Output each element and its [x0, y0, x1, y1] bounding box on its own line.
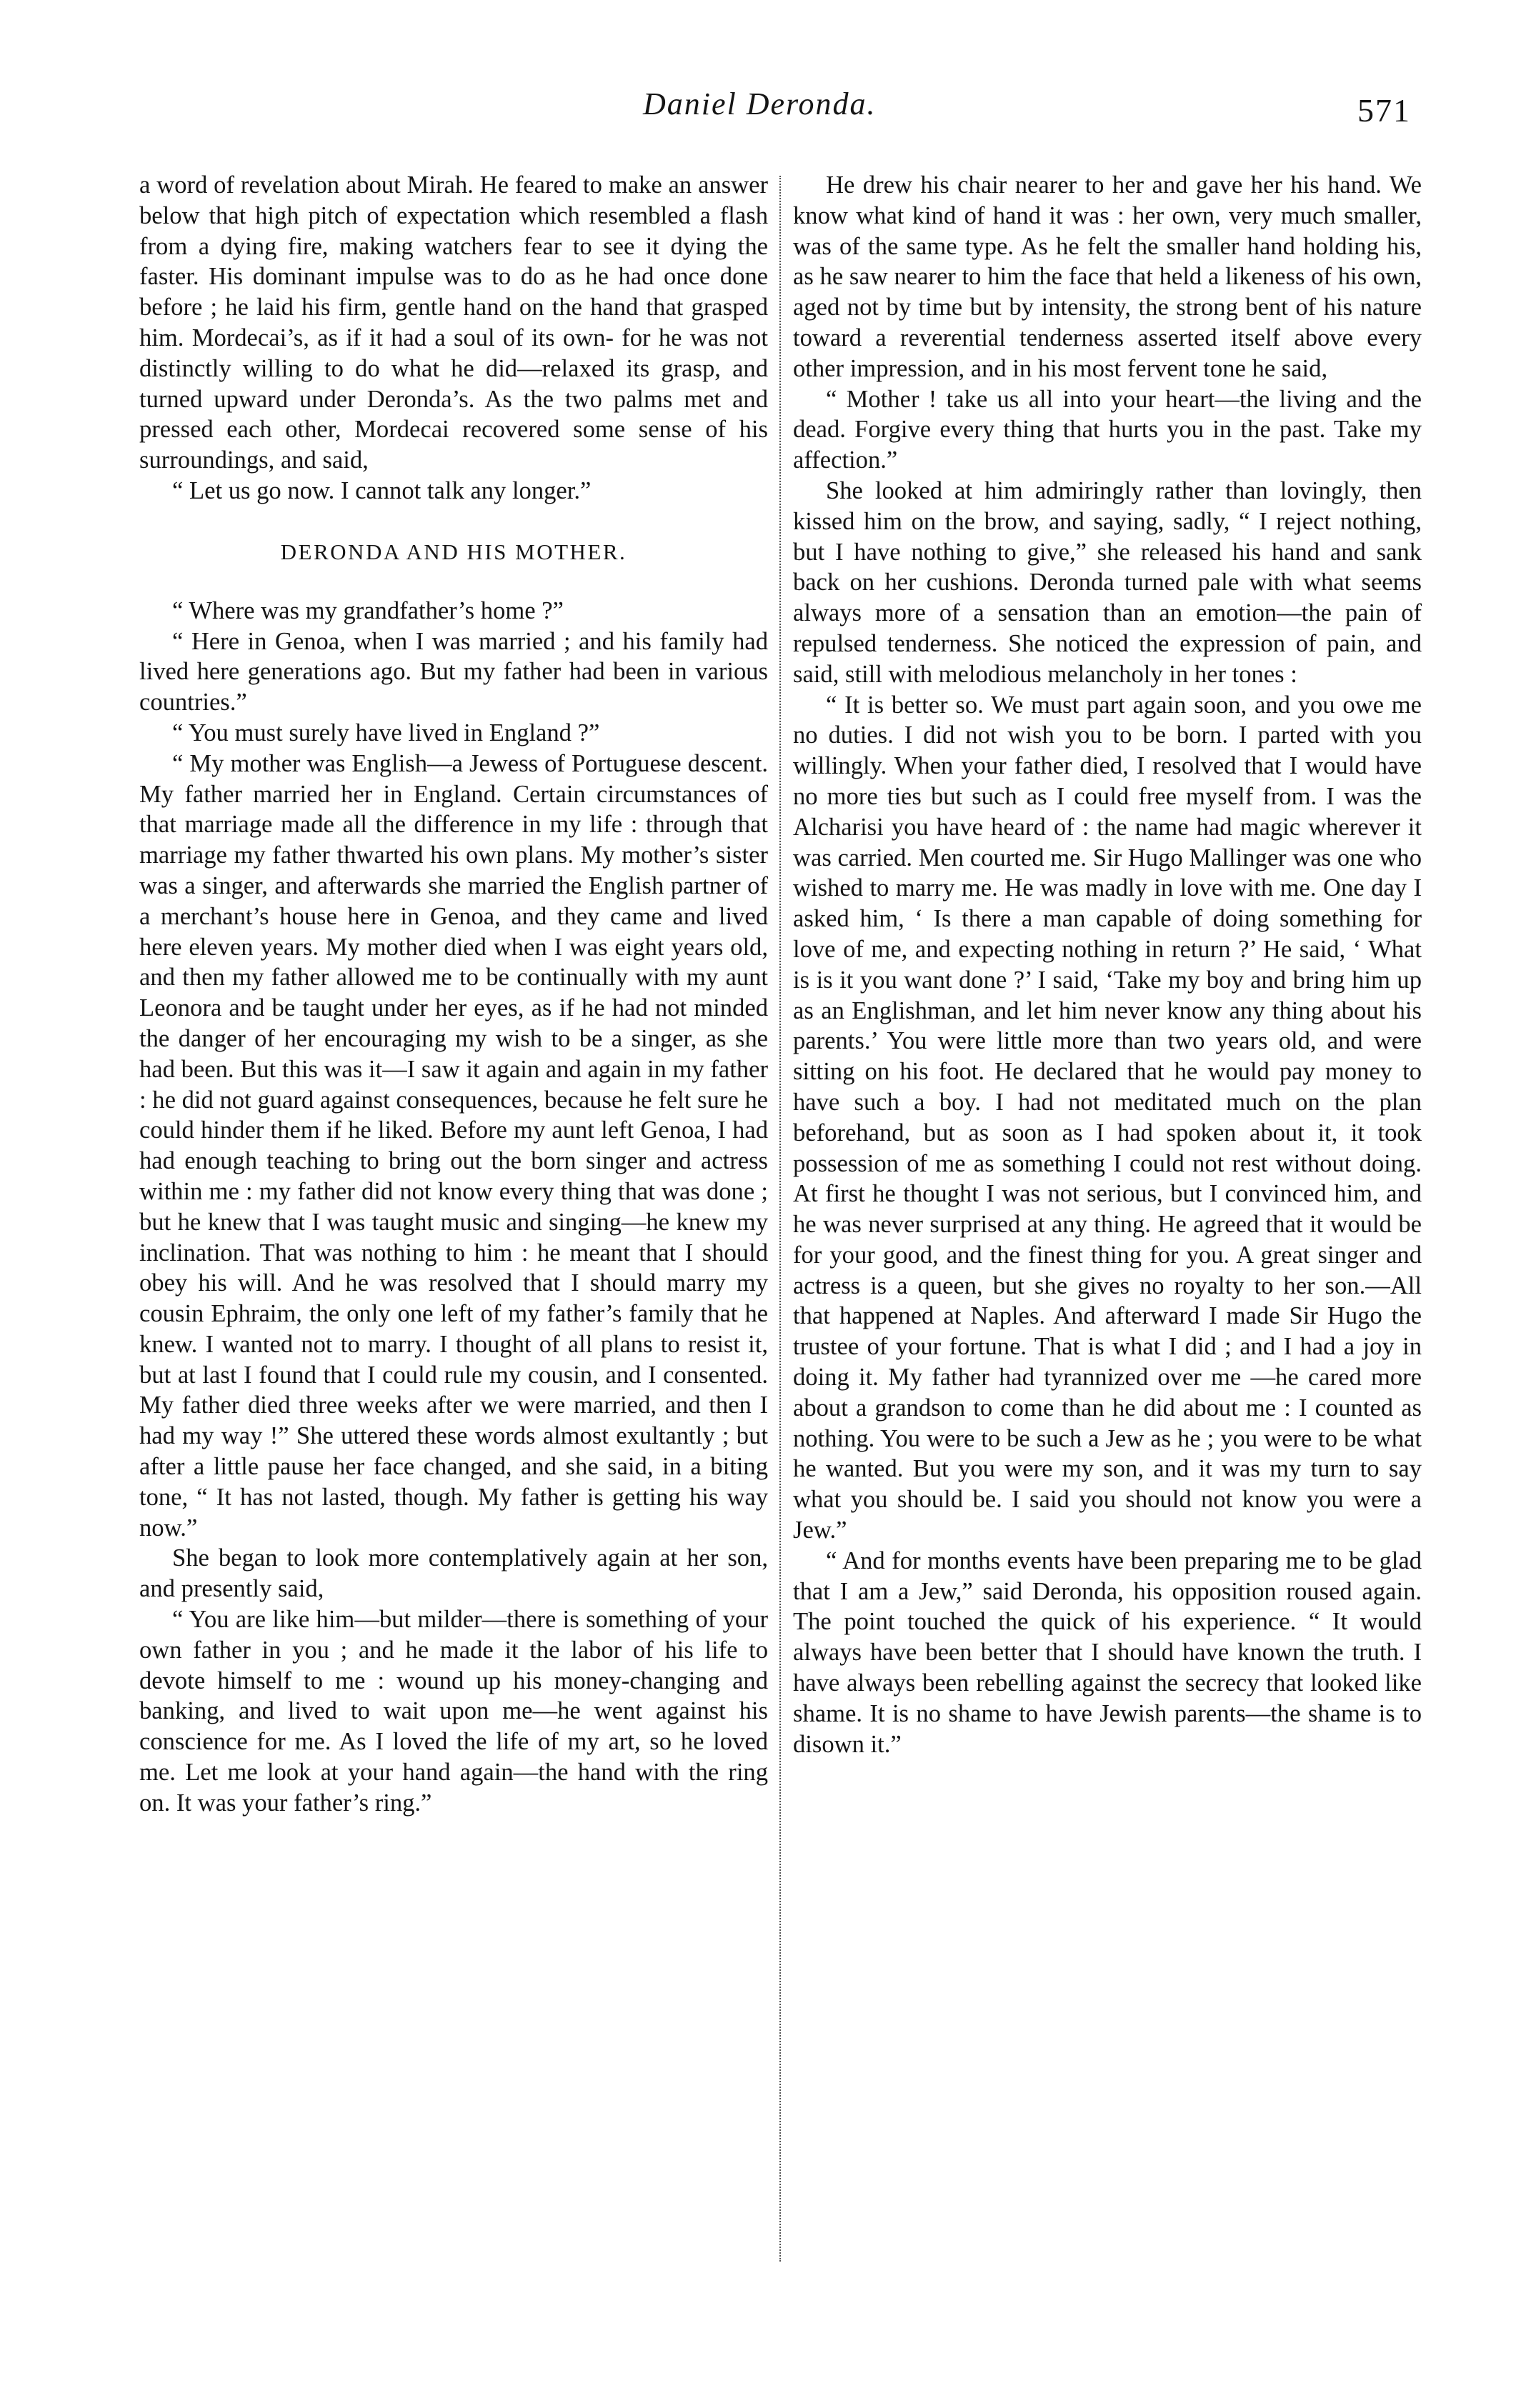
left-column — [139, 170, 768, 1819]
paragraph: “ Here in Genoa, when I was married ; and his family had lived here generations ago. But my father had been in various countries.” — [139, 627, 768, 716]
column-divider — [779, 176, 781, 2262]
paragraph: a word of revelation about Mirah. He feared to make an answer below that high pitch of expectation which resembled a flash from a dying fire, making watchers fear to see it dying the faster. His dominant impulse was to do as he had once done before ; he laid his firm, gentle hand on the hand that grasped him. Mordecai’s, as if it had a soul of its own- for he was not distinctly willing to do what he did—relaxed its grasp, and turned upward under Deronda’s. As the two palms met and pressed each other, Mordecai recovered some sense of his surroundings, and said, — [139, 171, 768, 474]
paragraph: “ Where was my grandfather’s home ?” — [172, 596, 564, 624]
paragraph: She looked at him admiringly rather than lovingly, then kissed him on the brow, and saying, sadly, “ I reject nothing, but I have nothing to give,” she released his hand and sank back on her cushions. Deronda turned pale with what seems always more of a sensation than an emotion—the pain of repulsed tenderness. She noticed the expression of pain, and said, still with melodious melancholy in her tones : — [793, 476, 1422, 688]
paragraph: “ And for months events have been preparing me to be glad that I am a Jew,” said Deronda, his opposition roused again. The point touched the quick of his experience. “ It would always have been better that I should have known the truth. I have always been rebelling against the secrecy that looked like shame. It is no shame to have Jewish parents—the shame is to disown it.” — [793, 1547, 1422, 1758]
running-title: Daniel Deronda. — [643, 86, 877, 121]
paragraph: “ You must surely have lived in England ?” — [172, 719, 600, 746]
paragraph: “ You are like him—but milder—there is something of your own father in you ; and he made it the labor of his life to devote himself to me : wound up his money-changing and banking, and lived to wait upon me—he went against his conscience for me. As I loved the life of my art, so he loved me. Let me look at your hand again—the hand with the ring on. It was your father’s ring.” — [139, 1606, 768, 1817]
section-heading: DERONDA AND HIS MOTHER. — [280, 539, 627, 564]
running-head — [0, 86, 1526, 136]
page-number: 571 — [1357, 92, 1411, 129]
paragraph: She began to look more contemplatively again at her son, and presently said, — [139, 1544, 768, 1603]
paragraph: “ Let us go now. I cannot talk any longer.” — [172, 476, 592, 504]
right-column — [793, 170, 1422, 1759]
paragraph: “ Mother ! take us all into your heart—the living and the dead. Forgive every thing that hurts you in the past. Take my affection.” — [793, 385, 1422, 474]
paragraph: “ It is better so. We must part again soon, and you owe me no duties. I did not wish you to be born. I parted with you willingly. When your father died, I resolved that I would have no more ties but such as I could free myself from. I was the Alcharisi you have heard of : the name had magic wherever it was carried. Men courted me. Sir Hugo Mallinger was one who wished to marry me. He was madly in love with me. One day I asked him, ‘ Is there a man capable of doing something for love of me, and expecting nothing in return ?’ He said, ‘ What is is it you want done ?’ I said, ‘Take my boy and bring him up as an Englishman, and let him never know any thing about his parents.’ You were little more than two years old, and were sitting on his foot. He declared that he would pay money to have such a boy. I had not meditated much on the plan beforehand, but as soon as I had spoken about it, it took possession of me as something I could not rest without doing. At first he thought I was not serious, but I convinced him, and he was never surprised at any thing. He agreed that it would be for your good, and the finest thing for you. A great singer and actress is a queen, but she gives no royalty to her son.—All that happened at Naples. And afterward I made Sir Hugo the trustee of your fortune. That is what I did ; and I had a joy in doing it. My father had tyrannized over me —he cared more about a grandson to come than he did about me : I counted as nothing. You were to be such a Jew as he ; you were to be what he wanted. But you were my son, and it was my turn to say what you should be. I said you should not know you were a Jew.” — [793, 691, 1422, 1544]
paragraph: “ My mother was English—a Jewess of Portuguese descent. My father married her in England. Certain circumstances of that marriage made all the difference in my life : through that marriage my father thwarted his own plans. My mother’s sister was a singer, and afterwards she married the English partner of a merchant’s house here in Genoa, and they came and lived here eleven years. My mother died when I was eight years old, and then my father allowed me to be continually with my aunt Leonora and be taught under her eyes, as if he had not minded the danger of her encouraging my wish to be a singer, as she had been. But this was it—I saw it again and again in my father : he did not guard against consequences, because he felt sure he could hinder them if he liked. Before my aunt left Genoa, I had had enough teaching to bring out the born singer and actress within me : my father did not know every thing that was done ; but he knew that I was taught music and singing—he knew my inclination. That was nothing to him : he meant that I should obey his will. And he was resolved that I should marry my cousin Ephraim, the only one left of my father’s family that he knew. I wanted not to marry. I thought of all plans to resist it, but at last I found that I could rule my cousin, and I consented. My father died three weeks after we were married, and then I had my way !” She uttered these words almost exultantly ; but after a little pause her face changed, and she said, in a biting tone, “ It has not lasted, though. My father is getting his way now.” — [139, 749, 768, 1542]
paragraph: He drew his chair nearer to her and gave her his hand. We know what kind of hand it was : her own, very much smaller, was of the same type. As he felt the smaller hand holding his, as he saw nearer to him the face that held a likeness of his own, aged not by time but by intensity, the strong bent of his nature toward a reverential tenderness asserted itself above every other impression, and in his most fervent tone he said, — [793, 171, 1422, 382]
